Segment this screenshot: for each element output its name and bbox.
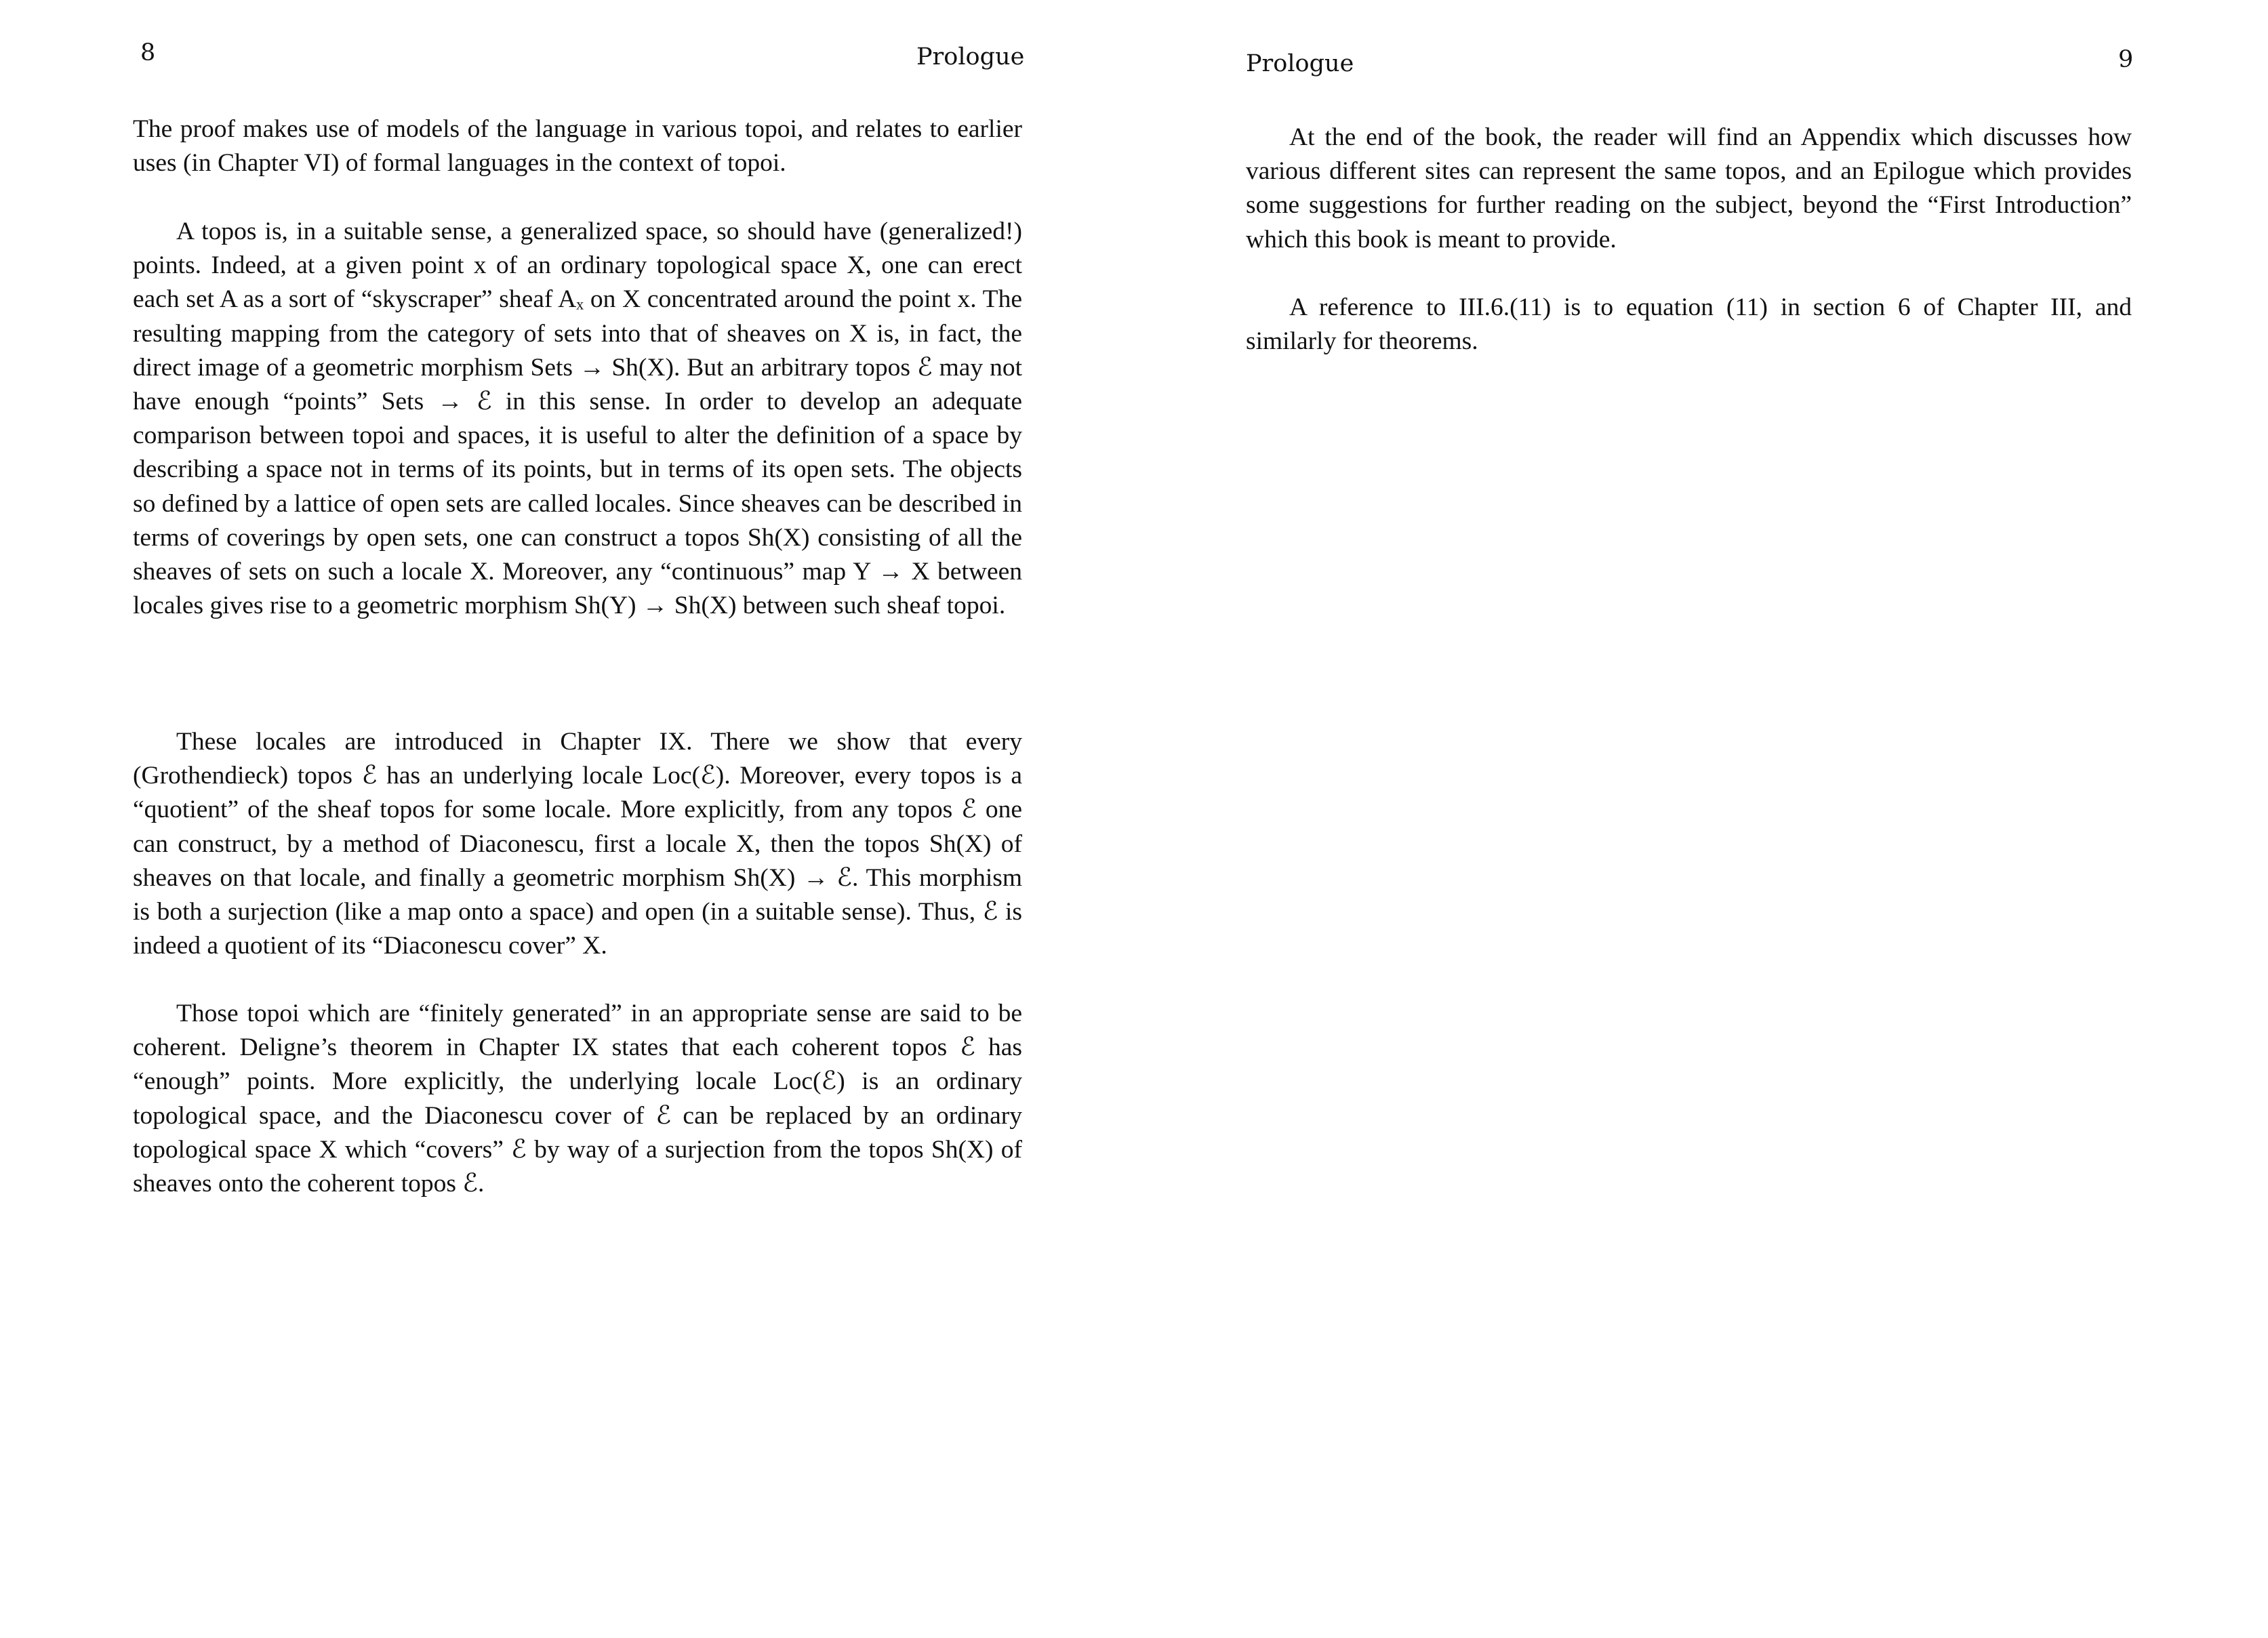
paragraph-3: These locales are introduced in Chapter IX. There we show that every (Grothendieck) topos ℰ has an underlying locale Loc(ℰ). Moreover, every topos is a “quotient” of the sheaf topos for some locale. More explicitly, from any topos ℰ one can construct, by a method of Diaconescu, first a locale X, then the topos Sh(X) of sheaves on that locale, and finally a geometric morphism Sh(X) → ℰ. This morphism is both a surjection (like a map onto a space) and open (in a suitable sense). Thus, ℰ is indeed a quotient of its “Diaconescu cover” X. bbox=[133, 728, 1022, 960]
paragraph-2: A reference to III.6.(11) is to equation (11) in section 6 of Chapter III, and similarly for theorems. bbox=[1246, 293, 2132, 356]
paragraph-2: A topos is, in a suitable sense, a generalized space, so should have (generalized!) points. Indeed, at a given point x of an ordinary topological space X, one can erect each set A as a sort of “skyscraper” sheaf Aₓ on X concentrated around the point x. The resulting mapping from the category of sets into that of sheaves on X is, in fact, the direct image of a geometric morphism Sets → Sh(X). But an arbitrary topos ℰ may not have enough “points” Sets → ℰ in this sense. In order to develop an adequate comparison between topoi and spaces, it is useful to alter the definition of a space by describing a space not in terms of its points, but in terms of its open sets. The objects so defined by a lattice of open sets are called locales. Since sheaves can be described in terms of coverings by open sets, one can construct a topos Sh(X) consisting of all the sheaves of sets on such a locale X. Moreover, any “continuous” map Y → X between locales gives rise to a geometric morphism Sh(Y) → Sh(X) between such sheaf topoi. bbox=[133, 218, 1022, 620]
paragraph-1: The proof makes use of models of the language in various topoi, and relates to earlier uses (in Chapter VI) of formal languages in the context of topoi. bbox=[133, 115, 1022, 178]
right-page bbox=[1134, 0, 2268, 1638]
paragraph-4: Those topoi which are “finitely generated” in an appropriate sense are said to be coherent. Deligne’s theorem in Chapter IX states that each coherent topos ℰ has “enough” points. More explicitly, the underlying locale Loc(ℰ) is an ordinary topological space, and the Diaconescu cover of ℰ can be replaced by an ordinary topological space X which “covers” ℰ by way of a surjection from the topos Sh(X) of sheaves onto the coherent topos ℰ. bbox=[133, 1000, 1022, 1198]
paragraph-1: At the end of the book, the reader will find an Appendix which discusses how various different sites can represent the same topos, and an Epilogue which provides some suggestions for further reading on the subject, beyond the “First Introduction” which this book is meant to provide. bbox=[1246, 123, 2132, 253]
running-head: Prologue bbox=[916, 43, 1025, 70]
page-number: 9 bbox=[2118, 46, 2134, 73]
running-head: Prologue bbox=[1246, 50, 1354, 77]
page-number: 8 bbox=[140, 39, 156, 66]
